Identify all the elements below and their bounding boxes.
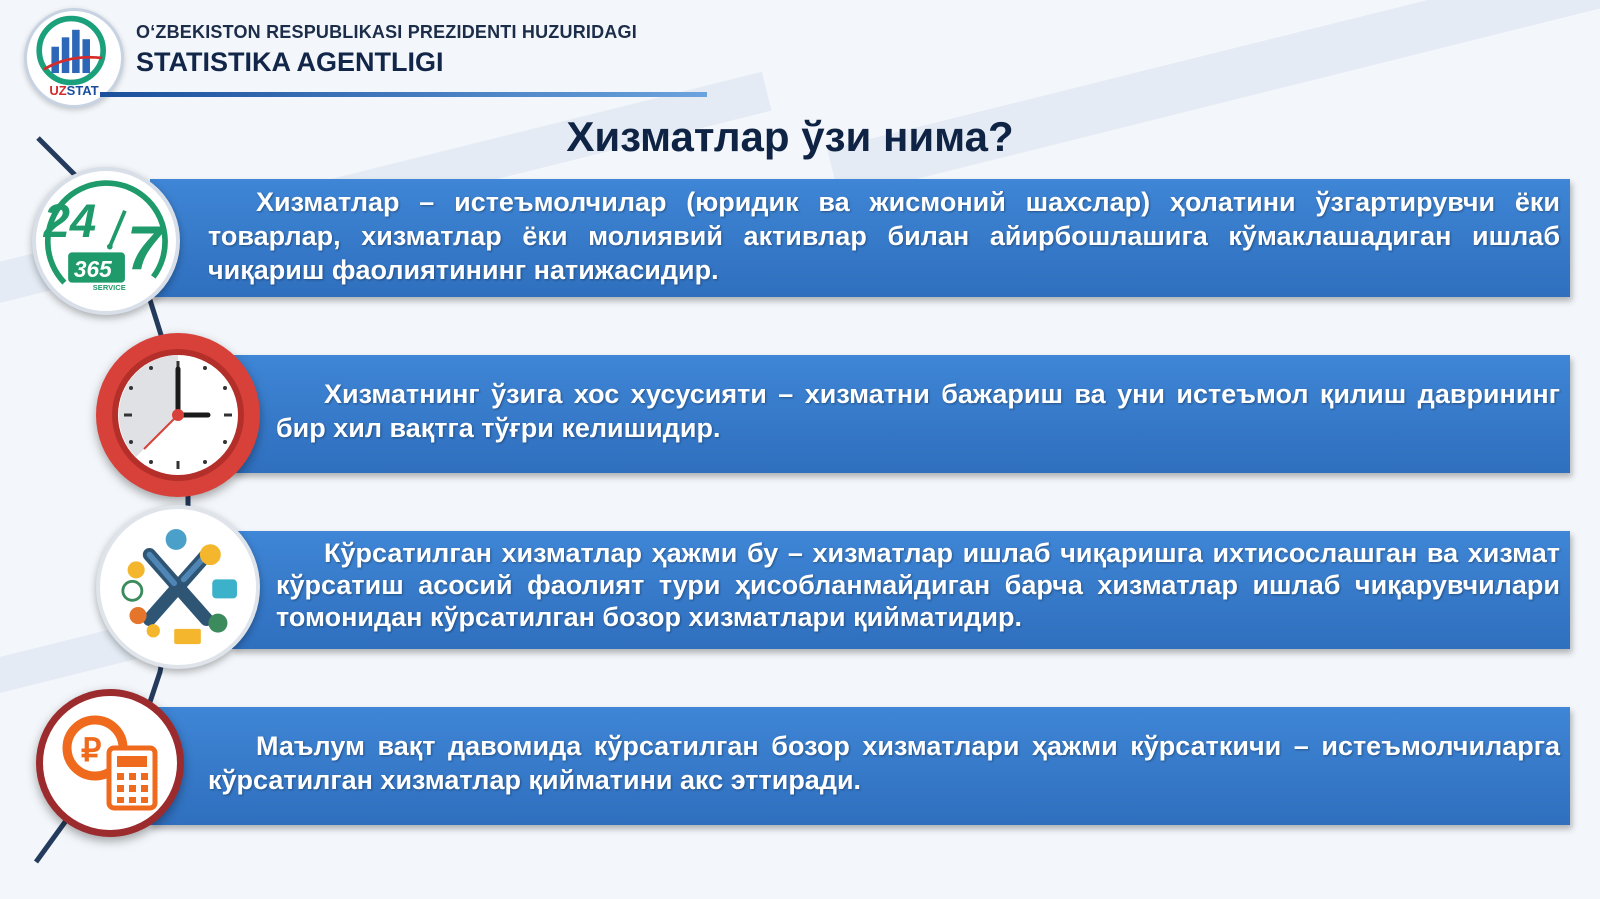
- 24-7-service-icon: [32, 167, 180, 315]
- definition-text-3: Кўрсатилган хизматлар ҳажми бу – хизматлар ишлаб чиқаришга ихтисослашган ва хизмат кўрсатиш асосий фаолият тури ҳисобланмайдиган барча хизматлар ишлаб чиқарувчилари томонидан кўрсатилган бозор хизматлари қийматидир.: [276, 538, 1560, 632]
- definition-text-4: Маълум вақт давомида кўрсатилган бозор хизматлари ҳажми кўрсаткичи – истеъмолчиларга кўрсатилган хизматлар қийматини акс эттиради.: [208, 731, 1560, 795]
- page-title: Хизматлар ўзи нима?: [566, 113, 1014, 160]
- service-365-text: 365: [73, 255, 112, 282]
- service-label-text: SERVICE: [92, 283, 126, 293]
- definition-card-1: [150, 179, 1570, 297]
- clock-icon: [96, 333, 260, 497]
- definition-text-2: Хизматнинг ўзига хос хусусияти – хизматни бажариш ва уни истеъмол қилиш даврининг бир хил вақтга тўғри келишидир.: [276, 379, 1560, 443]
- service-7-text: 7: [126, 213, 162, 284]
- logo-brand-text: UZSTAT: [49, 83, 99, 98]
- definition-card-2: [232, 355, 1570, 473]
- organization-name: STATISTIKA AGENTLIGI: [136, 47, 444, 77]
- definition-text-1: Хизматлар – истеъмолчилар (юридик ва жисмоний шахслар) ҳолатини ўзгартирувчи ёки товарлар, хизматлар ёки молиявий активлар билан айирбошлашига кўмаклашадиган ишлаб чиқариш фаолиятининг натижасидир.: [208, 187, 1560, 285]
- definition-card-4: [150, 707, 1570, 825]
- organization-subtitle: O‘ZBEKISTON RESPUBLIKASI PREZIDENTI HUZURIDAGI: [136, 22, 637, 42]
- definition-card-3: [232, 531, 1570, 649]
- svg-text:₽: ₽: [81, 732, 102, 768]
- tools-services-icon: [96, 505, 260, 669]
- ruble-calculator-icon: [36, 689, 184, 837]
- service-24-text: 24: [43, 195, 97, 249]
